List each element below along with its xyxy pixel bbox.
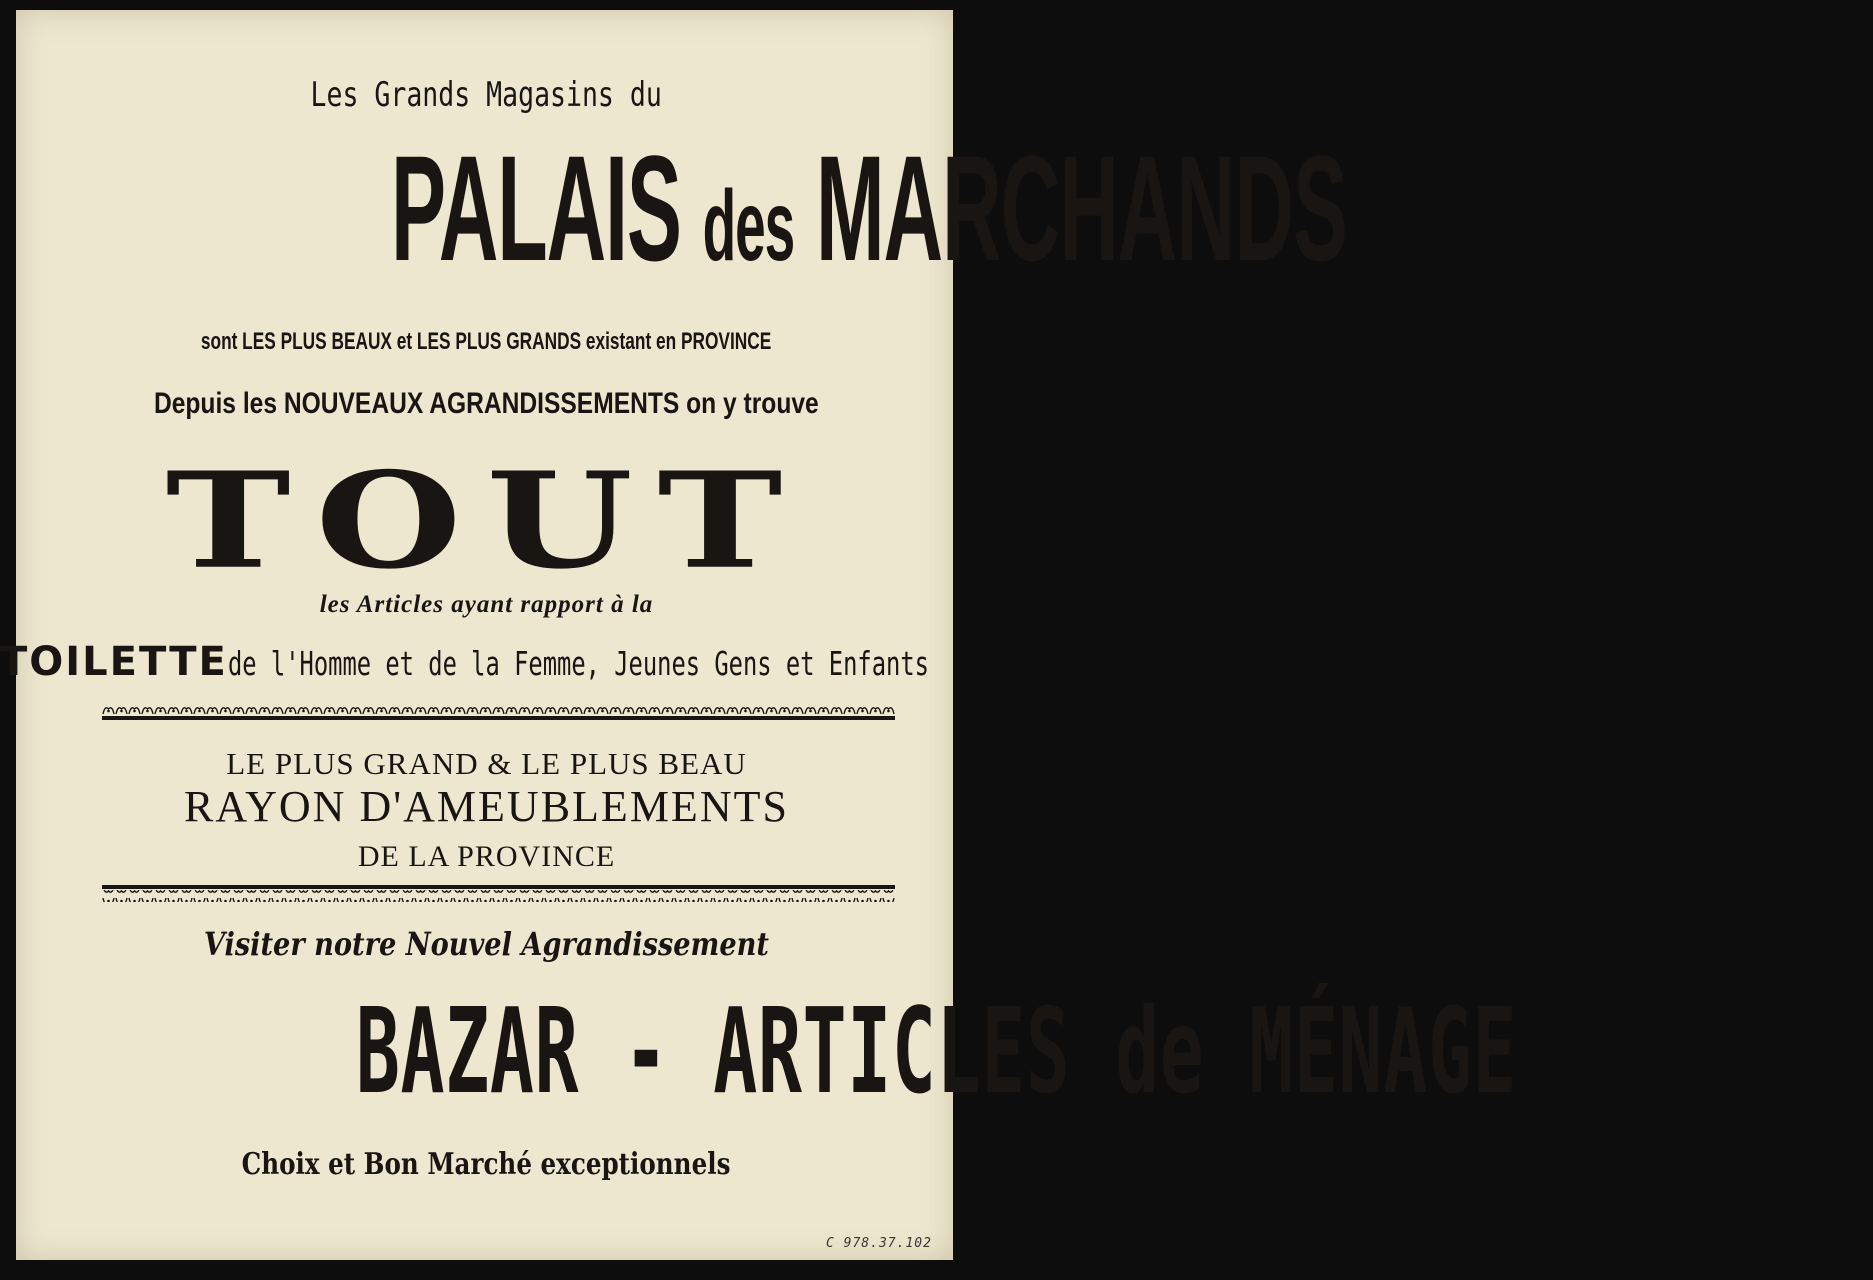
- title-word-marchands: MARCHANDS: [794, 124, 1347, 292]
- store-name-title: [0, 124, 1347, 292]
- bazar-headline: BAZAR - ARTICLES de MÉNAGE: [355, 982, 1518, 1120]
- ornamental-divider-top: [102, 703, 895, 721]
- title-word-des: des: [702, 170, 795, 282]
- catalog-number: C 978.37.102: [826, 1236, 932, 1251]
- articles-line: les Articles ayant rapport à la: [319, 591, 654, 618]
- intro-line: Les Grands Magasins du: [310, 75, 663, 115]
- toilette-line: [0, 639, 973, 685]
- visit-invitation: Visiter notre Nouvel Agrandissement: [203, 925, 770, 963]
- tagline-expansion: Depuis les NOUVEAUX AGRANDISSEMENTS on y trouve: [154, 387, 819, 420]
- title-word-palais: PALAIS: [391, 124, 703, 292]
- toilette-detail: de l'Homme et de la Femme, Jeunes Gens et Enfants: [227, 644, 929, 683]
- headline-tout: TOUT: [165, 443, 808, 599]
- toilette-word: TOILETTE: [0, 639, 228, 685]
- furniture-province: DE LA PROVINCE: [357, 840, 616, 873]
- furniture-department: RAYON D'AMEUBLEMENTS: [184, 782, 789, 831]
- tagline-biggest: sont LES PLUS BEAUX et LES PLUS GRANDS existant en PROVINCE: [201, 328, 772, 355]
- closing-line: Choix et Bon Marché exceptionnels: [242, 1147, 731, 1182]
- ornamental-divider-bottom: [102, 885, 895, 903]
- furniture-intro: LE PLUS GRAND & LE PLUS BEAU: [226, 746, 747, 781]
